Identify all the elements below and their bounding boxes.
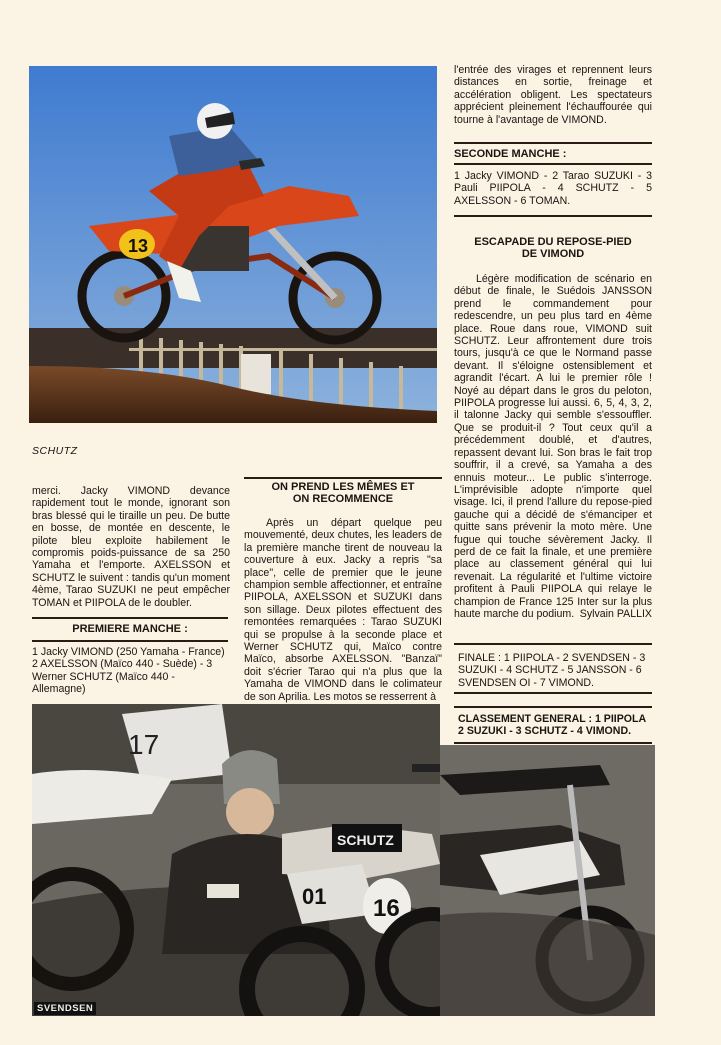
divider — [454, 742, 652, 744]
jump-illustration — [29, 66, 437, 423]
divider — [454, 215, 652, 217]
heading-seconde-manche: SECONDE MANCHE : — [454, 148, 567, 160]
photo-caption-schutz: SCHUTZ — [32, 445, 78, 457]
divider — [454, 706, 652, 708]
divider — [454, 643, 652, 645]
col3-escapade-body: Légère modification de scénario en début de finale, le Suédois JANSSON prend le commandement pour redescendre, un peu plus tard en 4ème place. Roue dans roue, VIMOND suit SCHUTZ. Leur affrontement dure trois tours, jusqu'à ce que le Normand passe devant. Il s'éloigne ostensiblement et agrandit l'écart. A lui le premier rôle ! Noyé au départ dans le gros du peloton, PIIPOLA progresse lui aussi. 6, 5, 4, 3, 2, il talonne Jacky qui semble s'essouffler. Que se produit-il ? Tout ceux qu'il a précédemment doublé, et d'autres, repassent devant lui. Son bras le fait trop souffrir, il a crevé, sa Yamaha a des ennuis moteur... Le public s'interroge. L'imprévisible adopte n'importe quel visage. Ici, il prend l'allure du repose-pied gauche qui a décidé de s'émanciper et quitte sans prévenir la moto mère. Une fugue qui touche sévèrement Jacky. Il perd de ce fait la finale, et une première place au classement général qui lui revenait. La régularité et l'ultime victoire profitent à Pauli PIIPOLA qui relaye le champion de France 125 Inter sur la plus haute marche du podium. — [454, 273, 652, 620]
photo-svendsen-right — [440, 745, 655, 1016]
photo-caption-svendsen: SVENDSEN — [34, 1002, 96, 1015]
svendsen-illustration — [32, 704, 440, 1016]
svendsen-bike-illustration — [440, 745, 655, 1016]
plate-number-01: 01 — [302, 884, 327, 909]
heading-escapade-line1: ESCAPADE DU REPOSE-PIED — [474, 236, 632, 248]
divider — [32, 640, 228, 642]
photo-motocross-jump — [29, 66, 437, 423]
divider — [244, 477, 442, 479]
photo-svendsen — [32, 704, 440, 1016]
bike-brand: SCHUTZ — [337, 832, 394, 848]
heading-premiere-manche: PREMIERE MANCHE : — [72, 623, 188, 635]
classement-general: CLASSEMENT GENERAL : 1 PIIPOLA 2 SUZUKI - 3 SCHUTZ - 4 VIMOND. — [458, 713, 646, 738]
plate-number-16: 16 — [373, 895, 400, 922]
divider — [454, 142, 652, 144]
heading-on-prend-line1: ON PREND LES MÊMES ET — [271, 481, 415, 493]
heading-escapade-line2: DE VIMOND — [521, 248, 585, 260]
col2-body: Après un départ quelque peu mouvementé, deux chutes, les leaders de la première manche tirent de nouveau la couverture à eux. Jacky a repris "sa place", celle de premier que le jeune champion semble affectionner, et entraîne PIIPOLA, AXELSSON et SUZUKI dans son sillage. Deux pilotes effectuent des remontées remarquées : Tarao SUZUKI qui se propulse à la seconde place et Werner SCHUTZ qui, Maïco contre Maïco, absorbe AXELSSON. "Banzaï" doit s'écrier Tarao qui n'a plus que la Yamaha de VIMOND dans le colimateur de son Aprilia. Les motos se resserrent à — [244, 517, 442, 703]
seconde-manche-results: 1 Jacky VIMOND - 2 Tarao SUZUKI - 3 Pauli PIIPOLA - 4 SCHUTZ - 5 AXELSSON - 6 TOMAN. — [454, 170, 652, 207]
col3-intro: l'entrée des virages et reprennent leurs distances en sortie, freinage et accélération obligent. Les spectateurs apprécient pleinement l'échauffourée qui tourne à l'avantage de VIMOND. — [454, 64, 652, 126]
divider — [32, 617, 228, 619]
finale-results: FINALE : 1 PIIPOLA - 2 SVENDSEN - 3 SUZUKI - 4 SCHUTZ - 5 JANSSON - 6 SVENDSEN OI - 7 VIMOND. — [458, 652, 646, 689]
heading-on-prend-line2: ON RECOMMENCE — [292, 493, 394, 505]
rider-number-17: 17 — [128, 729, 160, 760]
plate-number-13: 13 — [128, 236, 149, 256]
premiere-manche-results: 1 Jacky VIMOND (250 Yamaha - France) 2 AXELSSON (Maïco 440 - Suède) - 3 Werner SCHUTZ (Maïco 440 - Allemagne) — [32, 646, 225, 696]
divider — [454, 163, 652, 165]
divider — [454, 692, 652, 694]
col1-intro: merci. Jacky VIMOND devance rapidement tout le monde, ignorant son bras blessé qui le tiraille un peu. De butte en bosse, de montée en descente, le pilote bleu exploite habilement le compromis poids-puissance de sa 250 Yamaha et l'emporte. AXELSSON et SCHUTZ le suivent : tandis qu'un moment 4ème, Tarao SUZUKI ne peut empêcher TOMAN et PIIPOLA de le doubler. — [32, 485, 230, 609]
author-signature: Sylvain PALLIX — [579, 608, 652, 620]
